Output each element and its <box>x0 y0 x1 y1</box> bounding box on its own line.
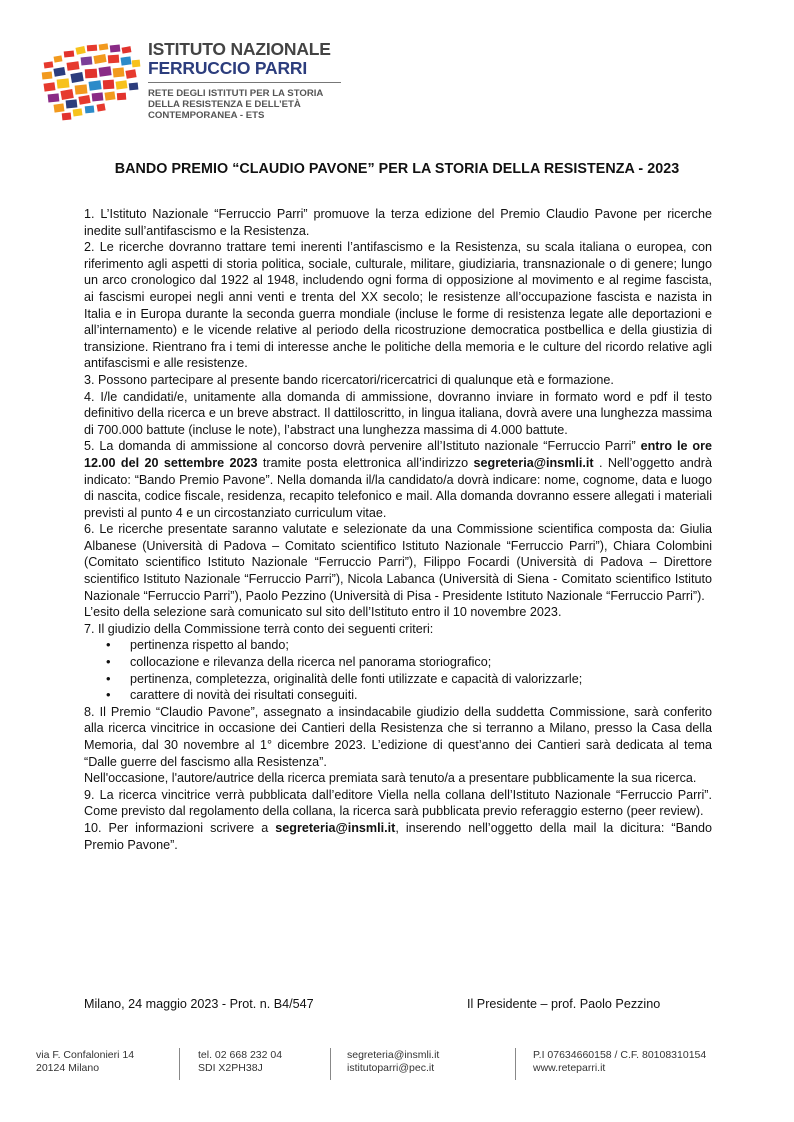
website-link[interactable]: www.reteparri.it <box>533 1062 606 1074</box>
p5-text-a: 5. La domanda di ammissione al concorso dovrà pervenire all’Istituto nazionale “Ferruccio Parri” <box>84 439 641 454</box>
logo-sub2: DELLA RESISTENZA E DELL’ETÀ <box>148 99 301 110</box>
footer-fiscal <box>533 1049 706 1075</box>
list-item: • carattere di novità dei risultati conseguiti. <box>130 687 712 704</box>
logo-sub3: CONTEMPORANEA - ETS <box>148 110 265 121</box>
footer-divider <box>179 1048 180 1080</box>
president-signature: Il Presidente – prof. Paolo Pezzino <box>467 997 661 1011</box>
logo-line1: ISTITUTO NAZIONALE <box>148 39 331 59</box>
deadline: entro le ore 12.00 del 20 settembre 2023 <box>84 439 712 470</box>
footer-pec[interactable]: istitutoparri@pec.it <box>347 1062 435 1074</box>
footer-address <box>36 1049 134 1075</box>
paragraph-5 <box>84 438 712 521</box>
p5-text-e: . Nell’oggetto andrà indicato: “Bando Premio Pavone”. Nella domanda il/la candidato/a dovrà indicare: nome, cognome, data e luogo di nascita, codice fiscale, residenza, recapito telefonico e mail. Alla domanda dovranno essere allegati i materiali previsti al punto 4 e un circostanziato curriculum vitae. <box>84 455 712 520</box>
email-link[interactable]: segreteria@insmli.it <box>473 455 594 470</box>
institute-logo <box>40 40 345 124</box>
paragraph-3: 3. Possono partecipare al presente bando ricercatori/ricercatrici di qualunque età e formazione. <box>84 372 614 387</box>
address-line1: via F. Confalonieri 14 <box>36 1049 135 1061</box>
email-link[interactable]: segreteria@insmli.it <box>275 820 396 835</box>
paragraph-8: 8. Il Premio “Claudio Pavone”, assegnato a insindacabile giudizio della suddetta Commissione, sarà conferito alla ricerca vincitrice in occasione dei Cantieri della Resistenza che si terranno a Milano, presso la Casa della Memoria, dal 30 novembre al 1° dicembre 2023. L’edizione di quest’anno dei Cantieri sarà dedicata al tema “Dalle guerre del fascismo alla Resistenza”. <box>84 704 712 769</box>
paragraph-9: 9. La ricerca vincitrice verrà pubblicata dall’editore Viella nella collana dell’Istituto Nazionale “Ferruccio Parri”. Come previsto dal regolamento della collana, la ricerca sarà pubblicata previo referaggio esterno (peer review). <box>84 787 712 819</box>
list-item: • collocazione e rilevanza della ricerca nel panorama storiografico; <box>130 654 712 671</box>
footer-email[interactable]: segreteria@insmli.it <box>347 1049 440 1061</box>
footer-divider <box>330 1048 331 1080</box>
document-title: BANDO PREMIO “CLAUDIO PAVONE” PER LA STORIA DELLA RESISTENZA - 2023 <box>114 161 680 177</box>
logo-divider <box>148 82 341 83</box>
paragraph-8b: Nell'occasione, l'autore/autrice della ricerca premiata sarà tenuto/a a presentare pubblicamente la sua ricerca. <box>84 771 697 786</box>
logo-text <box>148 40 341 121</box>
logo-line2: FERRUCCIO PARRI <box>148 58 308 78</box>
paragraph-7: 7. Il giudizio della Commissione terrà conto dei seguenti criteri: <box>84 621 434 636</box>
paragraph-6b: L’esito della selezione sarà comunicato sul sito dell’Istituto entro il 10 novembre 2023. <box>84 605 562 620</box>
phone: tel. 02 668 232 04 <box>198 1049 283 1061</box>
paragraph-6: 6. Le ricerche presentate saranno valutate e selezionate da una Commissione scientifica composta da: Giulia Albanese (Università di Padova – Comitato scientifico Istituto Nazionale “Ferruccio Parri”), Chiara Colombini (Comitato scientifico Istituto Nazionale “Ferruccio Parri”), Filippo Focardi (Università di Padova – Direttore scientifico Istituto Nazionale “Ferruccio Parri”), Nicola Labanca (Università di Siena - Comitato scientifico Istituto Nazionale “Ferruccio Parri”), Paolo Pezzino (Università di Pisa - Presidente Istituto Nazionale “Ferruccio Parri”). <box>84 522 712 603</box>
footer-phone <box>198 1049 282 1075</box>
document-body <box>84 206 712 853</box>
logo-sub1: RETE DEGLI ISTITUTI PER LA STORIA <box>148 88 324 99</box>
place-date-protocol: Milano, 24 maggio 2023 - Prot. n. B4/547 <box>84 997 314 1011</box>
list-item: • pertinenza rispetto al bando; <box>130 637 712 654</box>
p10-text-a: 10. Per informazioni scrivere a <box>84 820 276 835</box>
criteria-list <box>84 637 712 703</box>
footer-divider <box>515 1048 516 1080</box>
footer-emails <box>347 1049 439 1075</box>
mosaic-logo-mark <box>40 42 144 122</box>
address-line2: 20124 Milano <box>36 1062 100 1074</box>
p5-text-c: tramite posta elettronica all’indirizzo <box>257 455 474 470</box>
paragraph-1: 1. L’Istituto Nazionale “Ferruccio Parri” promuove la terza edizione del Premio Claudio Pavone per ricerche inedite sull’antifascismo e la Resistenza. <box>84 207 712 238</box>
paragraph-4: 4. I/le candidati/e, unitamente alla domanda di ammissione, dovranno inviare in formato word e pdf il testo definitivo della ricerca e un breve abstract. Il dattiloscritto, in lingua italiana, dovrà avere una lunghezza massima di 700.000 battute (incluse le note), l’abstract una lunghezza massima di 4.000 battute. <box>84 389 712 437</box>
list-item: • pertinenza, completezza, originalità delle fonti utilizzate e capacità di valorizzarle; <box>130 671 712 688</box>
paragraph-2: 2. Le ricerche dovranno trattare temi inerenti l’antifascismo e la Resistenza, su scala italiana o europea, con riferimento agli aspetti di storia politica, sociale, culturale, militare, giudiziaria, transnazionale o di genere; lungo un arco cronologico dal 1922 al 1948, includendo ogni forma di opposizione al movimento e al regime fascista, ai fascismi europei negli anni venti e trenta del XX secolo; le resistenze all’occupazione fascista e nazista in Italia e in Europa durante la seconda guerra mondiale (incluse le forme di resistenza legate alle deportazioni e all’internamento) e le vicende relative al periodo della ricostruzione democratica postbellica e della giustizia di transizione. Rientrano fra i temi di interesse anche le politiche della memoria e le culture del ricordo relative agli antifascismi e alle resistenze. <box>84 240 712 371</box>
paragraph-10 <box>84 820 712 853</box>
sdi-code: SDI X2PH38J <box>198 1062 263 1074</box>
vat-fiscal-code: P.I 07634660158 / C.F. 80108310154 <box>533 1049 707 1061</box>
p10-text-c: , inserendo nell’oggetto della mail la dicitura: “Bando Premio Pavone”. <box>84 820 712 852</box>
